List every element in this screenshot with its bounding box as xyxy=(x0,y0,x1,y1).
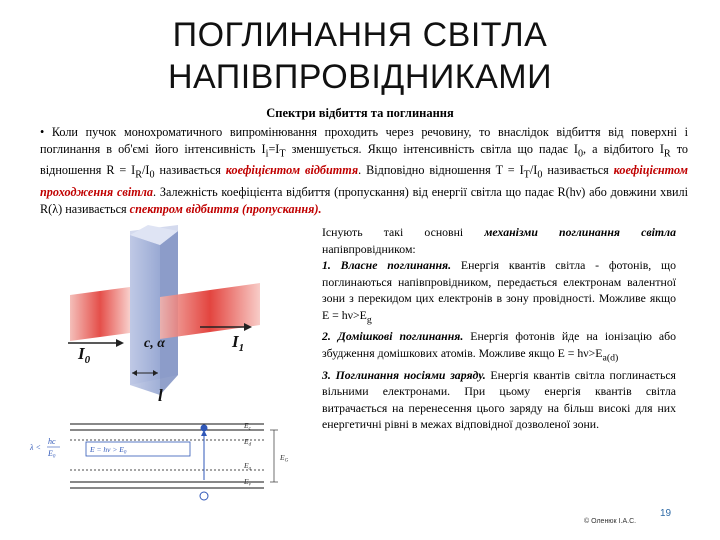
absorption-figure xyxy=(60,225,300,405)
level-label-ed: $E_d$ xyxy=(244,437,252,448)
copyright: © Оленюк І.А.С. xyxy=(584,518,637,525)
mechanism-free-carrier: 3. Поглинання носіями заряду. Енергія квантів світла поглинається вільними електронами. При цьому енергія квантів світла витрачається на перенесення цього заряду на більш високі для них енергетичні рівні в межах відповідної дозволеної зони. xyxy=(322,367,676,432)
hole-circle xyxy=(200,492,208,500)
term-reflection-spectrum: спектром відбиття (пропускання). xyxy=(129,201,322,216)
page-title xyxy=(0,14,720,98)
i1-label: $I_1$ xyxy=(232,332,245,354)
gap-label: $E_G$ xyxy=(280,453,289,464)
photon-energy-label: $E = h\nu > E_0$ xyxy=(90,445,127,456)
mechanism-impurity: 2. Домішкові поглинання. Енергія фотонів йде на іонізацію або збудження домішкових атомів. Можливе якщо $E = h\nu>E_{a(d)}$ xyxy=(322,329,677,364)
crystal-front-face xyxy=(130,235,160,395)
mechanisms-list xyxy=(322,224,676,433)
i0-label: $I_0$ xyxy=(78,344,91,366)
intro-paragraph: • Коли пучок монохроматичного випромінювання проходить через речовину, то внаслідок відбиття від поверхні і поглинання в об'ємі його інтенсивність $I_i=I_T$ зменшується. Якщо інтенсивність світла що падає $I_0$, а відбитого $I_R$ то відношення $R = I_R/I_0$ називається коефіцієнтом відбиття. Відповідно відношення $T = I_T/I_0$ називається коефіцієнтом проходження світла. Залежність коефіцієнта відбиття (пропускання) від енергії світла що падає R(hν) або довжини хвилі R(λ) називається спектром відбиття (пропускання). xyxy=(40,125,688,216)
section-subtitle: Спектри відбиття та поглинання xyxy=(266,106,454,120)
term-reflection-coefficient: коефіцієнтом відбиття xyxy=(225,163,359,178)
level-label-ec: $E_c$ xyxy=(244,421,251,432)
mechanism-intrinsic: 1. Власне поглинання. Енергія квантів світла - фотонів, що поглинаються напівпровідником, передається електронам валентної зони з перекидом цих електронів в зону провідності. Можливе якщо $E = h\nu>E_g$ xyxy=(322,258,677,325)
title-line-2: НАПІВПРОВІДНИКАМИ xyxy=(167,58,553,96)
lambda-condition: λ < xyxy=(30,443,41,452)
medium-label: c, α xyxy=(144,336,165,351)
i0-arrowhead xyxy=(116,339,124,347)
thickness-label: l xyxy=(158,386,163,405)
page-number: 19 xyxy=(660,508,672,519)
band-diagram xyxy=(28,418,298,510)
mechanisms-intro: Існують такі основні механізми поглинання світла напівпровідником: xyxy=(322,225,676,256)
title-line-1: ПОГЛИНАННЯ СВІТЛА xyxy=(172,16,548,54)
level-label-ea: $E_a$ xyxy=(244,461,252,472)
level-label-ev: $E_v$ xyxy=(244,477,251,488)
term-transmission-coefficient: коефіцієнтом проходження світла xyxy=(40,163,688,200)
e0-denominator: E0 xyxy=(48,449,56,460)
electron-dot xyxy=(201,425,208,432)
hc-numerator: hc xyxy=(48,437,56,446)
incident-beam xyxy=(70,287,130,341)
